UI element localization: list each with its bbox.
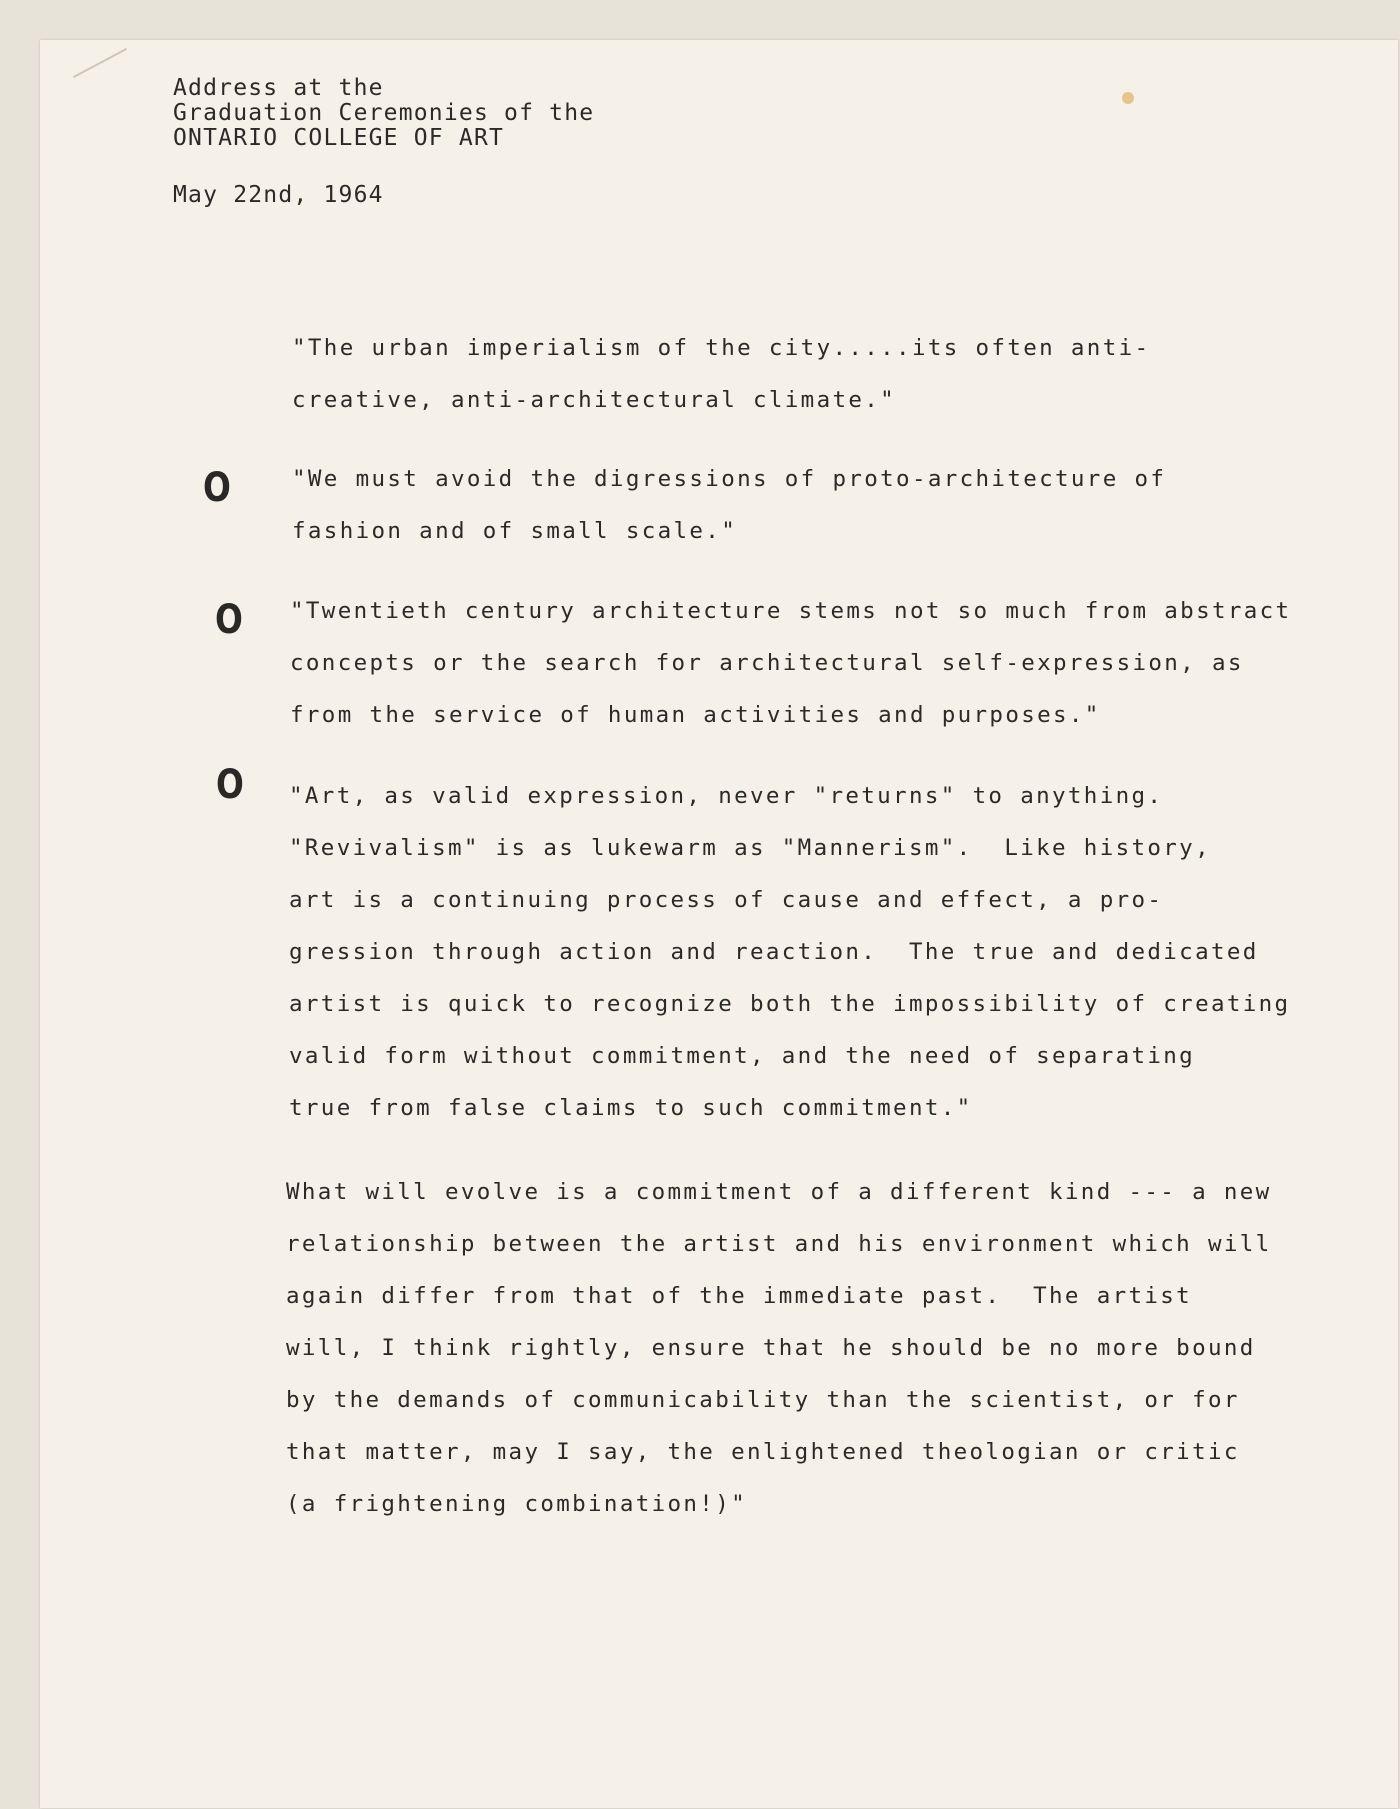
paper-stain xyxy=(1122,92,1134,104)
margin-marker-1: O xyxy=(203,465,231,511)
paragraph-line: that matter, may I say, the enlightened theologian or critic xyxy=(286,1439,1240,1465)
paragraph-line: (a frightening combination!)" xyxy=(286,1491,747,1517)
header-line-3: ONTARIO COLLEGE OF ART xyxy=(173,125,505,151)
paragraph-line: art is a continuing process of cause and effect, a pro- xyxy=(289,887,1164,913)
paragraph-line: "Art, as valid expression, never "returns" to anything. xyxy=(289,783,1164,809)
header-line-1: Address at the xyxy=(173,75,384,101)
margin-marker-3: O xyxy=(216,762,244,808)
paragraph-line: again differ from that of the immediate past. The artist xyxy=(286,1283,1193,1309)
paragraph-line: concepts or the search for architectural self-expression, as xyxy=(290,650,1244,676)
closing-paragraph xyxy=(286,1166,1272,1530)
quote-paragraph-1 xyxy=(292,322,1150,426)
paragraph-line: true from false claims to such commitment." xyxy=(289,1095,973,1121)
paragraph-line: creative, anti-architectural climate." xyxy=(292,387,897,413)
paragraph-line: "Revivalism" is as lukewarm as "Mannerism". Like history, xyxy=(289,835,1211,861)
document-date: May 22nd, 1964 xyxy=(173,182,384,208)
paragraph-line: What will evolve is a commitment of a different kind --- a new xyxy=(286,1179,1272,1205)
paragraph-line: by the demands of communicability than the scientist, or for xyxy=(286,1387,1240,1413)
paragraph-line: "We must avoid the digressions of proto-architecture of xyxy=(292,466,1167,492)
paragraph-line: fashion and of small scale." xyxy=(292,518,738,544)
document-header xyxy=(173,76,594,151)
quote-paragraph-2 xyxy=(292,453,1166,557)
header-line-2: Graduation Ceremonies of the xyxy=(173,100,595,126)
paragraph-line: "The urban imperialism of the city.....its often anti- xyxy=(292,335,1151,361)
paragraph-line: will, I think rightly, ensure that he should be no more bound xyxy=(286,1335,1256,1361)
paragraph-line: relationship between the artist and his environment which will xyxy=(286,1231,1272,1257)
margin-marker-2: O xyxy=(215,597,243,643)
paragraph-line: valid form without commitment, and the need of separating xyxy=(289,1043,1196,1069)
quote-paragraph-4 xyxy=(289,770,1290,1134)
paragraph-line: from the service of human activities and purposes." xyxy=(290,702,1101,728)
paragraph-line: artist is quick to recognize both the impossibility of creating xyxy=(289,991,1291,1017)
paragraph-line: gression through action and reaction. The true and dedicated xyxy=(289,939,1259,965)
paragraph-line: "Twentieth century architecture stems not so much from abstract xyxy=(290,598,1292,624)
quote-paragraph-3 xyxy=(290,585,1291,741)
